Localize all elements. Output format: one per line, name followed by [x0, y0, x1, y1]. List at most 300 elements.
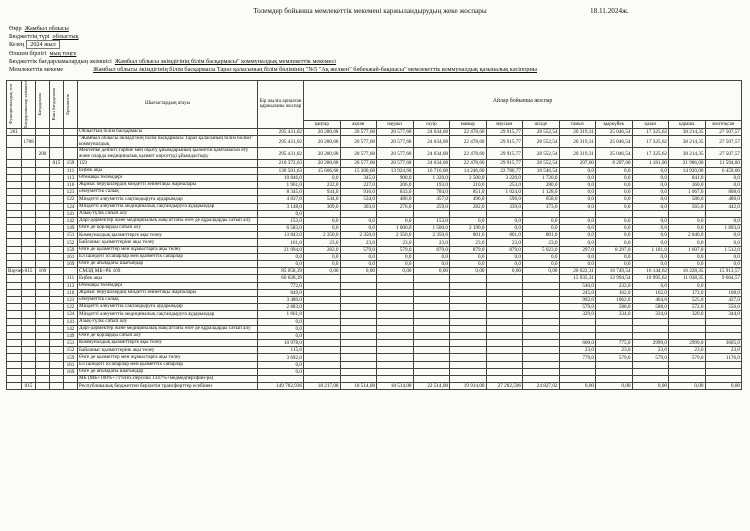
expense-name-cell: Өзге де қызметтер мен жұмыстарға ақы төлеу: [78, 354, 258, 361]
month-header: қараша: [669, 121, 706, 129]
month-value-cell: 20 319,31: [559, 128, 596, 135]
month-value-cell: 345,0: [340, 174, 377, 181]
month-value-cell: [450, 376, 487, 383]
code-cell: [7, 376, 22, 383]
month-value-cell: 0,0: [340, 253, 377, 260]
month-value-cell: 232,0: [304, 181, 341, 188]
code-cell: [50, 368, 64, 375]
month-value-cell: [486, 332, 523, 339]
month-value-cell: 916,0: [340, 189, 377, 196]
annual-sum-cell: 3 148,0: [258, 203, 304, 210]
month-value-cell: [450, 332, 487, 339]
month-value-cell: 0,00: [450, 268, 487, 275]
month-value-cell: 0,00: [340, 268, 377, 275]
month-value-cell: 0,0: [340, 217, 377, 224]
code-cell: [7, 167, 22, 174]
code-cell: [36, 368, 50, 375]
month-value-cell: [304, 304, 341, 311]
month-header: қазан: [632, 121, 669, 129]
code-cell: [64, 376, 78, 383]
month-value-cell: 0,0: [377, 253, 414, 260]
code-cell: [7, 232, 22, 239]
expense-name-cell: Өзге де қызметтер мен жұмыстарға ақы төлеу: [78, 246, 258, 253]
month-value-cell: 227,0: [340, 181, 377, 188]
code-cell: [22, 368, 36, 375]
month-value-cell: 20 319,31: [559, 148, 596, 160]
month-value-cell: 22 478,60: [450, 148, 487, 160]
month-value-cell: [559, 361, 596, 368]
table-body: [7, 128, 742, 390]
month-value-cell: 3 220,0: [486, 174, 523, 181]
month-value-cell: [523, 347, 560, 354]
expense-name-cell: Өзге де қорларды сатып алу: [78, 225, 258, 232]
month-value-cell: [377, 368, 414, 375]
month-value-cell: [523, 340, 560, 347]
expense-name-cell: Өзге де ағымдағы шығындар: [78, 261, 258, 268]
month-value-cell: 373,0: [523, 203, 560, 210]
month-value-cell: 23,0: [304, 239, 341, 246]
month-value-cell: 0,0: [596, 203, 633, 210]
month-value-cell: 801,0: [486, 232, 523, 239]
code-cell: [36, 253, 50, 260]
month-value-cell: [486, 311, 523, 318]
month-value-cell: 1 000,0: [377, 225, 414, 232]
month-value-cell: 0,00: [705, 383, 742, 390]
code-cell: 116: [64, 289, 78, 296]
month-value-cell: 15 606,68: [304, 167, 341, 174]
header-subprogram: Кіші бағдарлама: [50, 81, 64, 129]
month-value-cell: 0,0: [450, 261, 487, 268]
month-value-cell: 879,0: [486, 246, 523, 253]
month-value-cell: 2999,0: [632, 340, 669, 347]
meta-unit: Өлшем бірлігі мың теңге: [9, 50, 77, 57]
code-cell: [36, 174, 50, 181]
expense-name-cell: СМЭД МБ+РБ 169: [78, 268, 258, 275]
code-cell: [36, 304, 50, 311]
month-value-cell: 0,0: [377, 217, 414, 224]
code-cell: [36, 383, 50, 390]
code-cell: [7, 253, 22, 260]
month-value-cell: 1176,0: [705, 354, 742, 361]
code-cell: [22, 232, 36, 239]
month-value-cell: 18 217,08: [304, 383, 341, 390]
month-value-cell: 210,0: [450, 181, 487, 188]
month-value-cell: 579,0: [632, 354, 669, 361]
code-cell: [7, 136, 22, 148]
month-value-cell: 0,0: [632, 189, 669, 196]
code-cell: [36, 181, 50, 188]
meta-region: Өңір Жамбыл облысы: [9, 25, 69, 32]
table-row: [7, 261, 742, 268]
month-value-cell: 0,0: [669, 261, 706, 268]
code-cell: [50, 203, 64, 210]
expense-name-cell: Жұмыс берушілердің міндетті зейнетақы жарналары: [78, 289, 258, 296]
code-cell: [50, 196, 64, 203]
month-value-cell: 153,0: [413, 217, 450, 224]
code-cell: [36, 246, 50, 253]
month-value-cell: 297,00: [559, 160, 596, 167]
code-cell: [50, 246, 64, 253]
month-value-cell: [486, 347, 523, 354]
month-value-cell: 28 552,54: [523, 148, 560, 160]
code-cell: [50, 361, 64, 368]
code-cell: 152: [64, 239, 78, 246]
month-header: желтоқсан: [705, 121, 742, 129]
annual-sum-cell: [258, 376, 304, 383]
expense-name-cell: Ел ішіндегі іссапарлар мен қызметтік сапарлар: [78, 253, 258, 260]
code-cell: 142: [64, 325, 78, 332]
table-row: [7, 268, 742, 275]
month-value-cell: 0,0: [559, 181, 596, 188]
month-value-cell: [340, 311, 377, 318]
expense-name-cell: МБ (МБ+100%+71%тех.персона 1347%+медмедперсфин-ра): [78, 376, 258, 383]
table-row: [7, 196, 742, 203]
code-cell: [22, 261, 36, 268]
code-cell: [50, 282, 64, 289]
month-value-cell: [596, 368, 633, 375]
month-value-cell: [486, 275, 523, 282]
code-cell: [7, 189, 22, 196]
month-value-cell: [413, 304, 450, 311]
month-value-cell: [632, 376, 669, 383]
month-value-cell: 0,0: [559, 174, 596, 181]
month-value-cell: [596, 325, 633, 332]
month-value-cell: 992,0: [559, 296, 596, 303]
month-value-cell: 784,0: [413, 189, 450, 196]
month-value-cell: [705, 282, 742, 289]
month-value-cell: 16 144,62: [632, 268, 669, 275]
annual-sum-cell: 1 961,0: [258, 181, 304, 188]
code-cell: [22, 217, 36, 224]
code-cell: 149: [64, 332, 78, 339]
month-value-cell: [413, 347, 450, 354]
month-value-cell: 879,0: [450, 246, 487, 253]
month-header: маусым: [486, 121, 523, 129]
month-value-cell: 0,0: [413, 261, 450, 268]
month-value-cell: 29 915,77: [486, 136, 523, 148]
annual-sum-cell: 10 978,0: [258, 340, 304, 347]
month-value-cell: [413, 325, 450, 332]
table-row: [7, 376, 742, 383]
month-value-cell: [413, 368, 450, 375]
annual-sum-cell: 13 843,0: [258, 232, 304, 239]
month-value-cell: [523, 304, 560, 311]
month-value-cell: 9 664,57: [705, 275, 742, 282]
month-value-cell: [486, 210, 523, 217]
month-value-cell: [304, 376, 341, 383]
annual-sum-cell: 4 837,0: [258, 196, 304, 203]
month-value-cell: [523, 332, 560, 339]
month-value-cell: 8 297,0: [596, 246, 633, 253]
annual-sum-cell: 849,0: [258, 289, 304, 296]
month-value-cell: [523, 275, 560, 282]
month-value-cell: 1062,0: [596, 296, 633, 303]
month-value-cell: 0,0: [304, 217, 341, 224]
month-value-cell: [377, 311, 414, 318]
code-cell: [22, 181, 36, 188]
month-value-cell: 0,00: [632, 383, 669, 390]
table-row: [7, 275, 742, 282]
month-value-cell: [705, 361, 742, 368]
code-cell: [50, 325, 64, 332]
month-value-cell: 0,0: [705, 181, 742, 188]
code-cell: [50, 318, 64, 325]
month-value-cell: [450, 340, 487, 347]
month-value-cell: [486, 318, 523, 325]
code-cell: [64, 148, 78, 160]
month-value-cell: 22 514,08: [413, 383, 450, 390]
month-value-cell: 0,00: [413, 268, 450, 275]
code-cell: Ваучер: [8, 268, 24, 275]
month-value-cell: [340, 347, 377, 354]
month-value-cell: [450, 210, 487, 217]
code-cell: [50, 210, 64, 217]
code-cell: [7, 311, 22, 318]
document-date: 18.11.2024ж.: [590, 7, 629, 15]
month-value-cell: [669, 318, 706, 325]
month-value-cell: 29 915,77: [486, 160, 523, 167]
code-cell: 151: [64, 340, 78, 347]
month-header: шілде: [523, 121, 560, 129]
month-header: тамыз: [559, 121, 596, 129]
month-value-cell: 0,0: [486, 217, 523, 224]
month-value-cell: [523, 210, 560, 217]
month-value-cell: [377, 340, 414, 347]
code-cell: 169: [64, 261, 78, 268]
month-value-cell: [340, 304, 377, 311]
month-value-cell: 0,0: [596, 196, 633, 203]
month-value-cell: 22 478,60: [450, 136, 487, 148]
month-value-cell: [705, 332, 742, 339]
month-value-cell: 0,0: [377, 261, 414, 268]
month-value-cell: 0,0: [705, 232, 742, 239]
month-value-cell: [340, 332, 377, 339]
annual-sum-cell: 1 661,0: [258, 311, 304, 318]
month-value-cell: 0,0: [304, 174, 341, 181]
code-cell: [50, 167, 64, 174]
table-row: [7, 232, 742, 239]
month-value-cell: [632, 361, 669, 368]
month-value-cell: 8 297,00: [596, 160, 633, 167]
code-cell: 159: [64, 246, 78, 253]
month-header: мамыр: [450, 121, 487, 129]
month-value-cell: [340, 275, 377, 282]
month-value-cell: 0,0: [559, 253, 596, 260]
month-value-cell: [705, 376, 742, 383]
annual-sum-cell: 153,0: [258, 217, 304, 224]
month-value-cell: [450, 296, 487, 303]
expense-name-cell: Дәрі-дәрмектер және медициналық мақсаттағы өзге де құралдарды сатып алу: [78, 217, 258, 224]
month-header: қыркүйек: [596, 121, 633, 129]
month-value-cell: 0,0: [523, 253, 560, 260]
month-value-cell: 0,0: [632, 253, 669, 260]
code-cell: [36, 354, 50, 361]
month-header: қаңтар: [304, 121, 341, 129]
month-value-cell: [523, 289, 560, 296]
code-cell: 121: [64, 189, 78, 196]
code-cell: [50, 383, 64, 390]
month-value-cell: [705, 368, 742, 375]
month-value-cell: [596, 318, 633, 325]
annual-sum-cell: 295 431,02: [258, 136, 304, 148]
month-value-cell: 329,0: [559, 311, 596, 318]
month-value-cell: [377, 289, 414, 296]
month-value-cell: 38 214,35: [669, 136, 706, 148]
month-value-cell: 0,0: [632, 261, 669, 268]
code-cell: [7, 332, 22, 339]
month-value-cell: 879,0: [413, 246, 450, 253]
code-cell: [36, 196, 50, 203]
month-value-cell: [413, 210, 450, 217]
month-value-cell: 232,0: [596, 282, 633, 289]
month-value-cell: 172,0: [669, 289, 706, 296]
month-value-cell: [377, 325, 414, 332]
month-value-cell: [450, 311, 487, 318]
annual-sum-cell: 3 692,0: [258, 354, 304, 361]
month-value-cell: 588,0: [632, 304, 669, 311]
month-value-cell: [304, 347, 341, 354]
annual-sum-cell: 0,0: [258, 332, 304, 339]
month-value-cell: 24 634,68: [413, 148, 450, 160]
month-value-cell: 16 228,35: [669, 268, 706, 275]
code-cell: [22, 325, 36, 332]
month-value-cell: [413, 289, 450, 296]
code-cell: [50, 128, 64, 135]
code-cell: [22, 203, 36, 210]
header-monthly-plan: Айлар бойынша жоспар: [304, 81, 742, 121]
month-value-cell: 2 350,0: [304, 232, 341, 239]
month-value-cell: [559, 368, 596, 375]
table-row: [7, 148, 742, 160]
month-value-cell: 253,0: [486, 181, 523, 188]
month-value-cell: [486, 325, 523, 332]
code-cell: [22, 289, 36, 296]
code-cell: [50, 225, 64, 232]
annual-sum-cell: 8 345,0: [258, 189, 304, 196]
month-value-cell: [523, 354, 560, 361]
month-value-cell: 556,0: [705, 304, 742, 311]
month-value-cell: [523, 311, 560, 318]
month-value-cell: [413, 354, 450, 361]
month-value-cell: 162,0: [596, 289, 633, 296]
code-cell: [50, 268, 64, 275]
month-value-cell: [340, 354, 377, 361]
month-value-cell: [596, 210, 633, 217]
month-value-cell: 0,0: [304, 253, 341, 260]
code-cell: [22, 253, 36, 260]
month-value-cell: [596, 376, 633, 383]
month-value-cell: 20 280,68: [304, 136, 341, 148]
month-value-cell: 0,0: [596, 225, 633, 232]
month-value-cell: 0,0: [596, 239, 633, 246]
expense-name-cell: Міндетті әлеуметтік сақтандыруға аударымдар: [78, 196, 258, 203]
month-value-cell: 12 994,54: [596, 275, 633, 282]
month-value-cell: [486, 304, 523, 311]
month-value-cell: [450, 304, 487, 311]
month-value-cell: 572,0: [669, 304, 706, 311]
month-value-cell: 28 552,54: [523, 136, 560, 148]
month-value-cell: 2 350,0: [340, 232, 377, 239]
month-value-cell: 801,0: [523, 232, 560, 239]
month-value-cell: [413, 361, 450, 368]
annual-sum-cell: 21 994,0: [258, 246, 304, 253]
code-cell: [36, 340, 50, 347]
code-cell: [7, 225, 22, 232]
month-value-cell: 0,0: [304, 225, 341, 232]
expense-name-cell: Облыстың білім басқармасы: [78, 128, 258, 135]
table-row: [7, 311, 742, 318]
expense-name-cell: Мектепке дейінгі тәрбие мен оқыту ұйымдарының қызметін қамтамасыз ету және оларда медициналық қызмет көрсетуді ұйымдастыру: [78, 148, 258, 160]
code-cell: [7, 282, 22, 289]
expense-name-cell: Ел ішіндегі іссапарлар мен қызметтік сапарлар: [78, 361, 258, 368]
month-value-cell: [450, 318, 487, 325]
month-value-cell: 309,0: [304, 203, 341, 210]
code-cell: [36, 347, 50, 354]
month-value-cell: [596, 332, 633, 339]
expense-name-cell: Байланыс қызметтеріне ақы төлеу: [78, 239, 258, 246]
header-annual-sum: Бір жылға арналған қаржыланы жоспар: [258, 81, 304, 129]
month-header: сәуір: [413, 121, 450, 129]
code-cell: [22, 167, 36, 174]
month-value-cell: [340, 325, 377, 332]
annual-sum-cell: 295 431,02: [258, 148, 304, 160]
month-value-cell: 0,0: [559, 225, 596, 232]
month-value-cell: 2 040,0: [669, 232, 706, 239]
code-cell: [7, 210, 22, 217]
month-value-cell: 25 046,54: [596, 136, 633, 148]
month-value-cell: [413, 318, 450, 325]
code-cell: [7, 383, 22, 390]
month-value-cell: 20 577,68: [377, 136, 414, 148]
month-value-cell: 579,0: [377, 246, 414, 253]
code-cell: [50, 275, 64, 282]
month-value-cell: [559, 318, 596, 325]
month-value-cell: 20 280,68: [304, 160, 341, 167]
code-cell: [22, 275, 36, 282]
month-value-cell: 23,0: [486, 239, 523, 246]
month-value-cell: 11 594,00: [705, 160, 742, 167]
month-value-cell: 5 023,0: [523, 246, 560, 253]
month-value-cell: 0,0: [486, 261, 523, 268]
month-value-cell: 0,0: [596, 253, 633, 260]
month-value-cell: 540,0: [559, 282, 596, 289]
month-value-cell: 0,0: [559, 232, 596, 239]
code-cell: [36, 160, 50, 167]
code-cell: [22, 225, 36, 232]
month-value-cell: [486, 289, 523, 296]
month-value-cell: 0,0: [632, 174, 669, 181]
month-value-cell: 0,0: [632, 239, 669, 246]
code-cell: [7, 347, 22, 354]
code-cell: [36, 261, 50, 268]
month-value-cell: [450, 361, 487, 368]
month-value-cell: 0,0: [705, 261, 742, 268]
code-cell: 159: [64, 354, 78, 361]
code-cell: [22, 246, 36, 253]
month-value-cell: [377, 376, 414, 383]
expense-name-cell: Байланыс қызметтеріне ақы төлеу: [78, 347, 258, 354]
month-value-cell: 464,0: [632, 296, 669, 303]
month-value-cell: 496,0: [450, 196, 487, 203]
month-value-cell: 0,0: [632, 225, 669, 232]
month-value-cell: [669, 368, 706, 375]
table-row: [7, 340, 742, 347]
code-cell: [7, 160, 22, 167]
month-value-cell: 17 325,62: [632, 148, 669, 160]
month-value-cell: 344,0: [705, 311, 742, 318]
month-value-cell: 579,0: [596, 354, 633, 361]
month-value-cell: 0,0: [450, 253, 487, 260]
